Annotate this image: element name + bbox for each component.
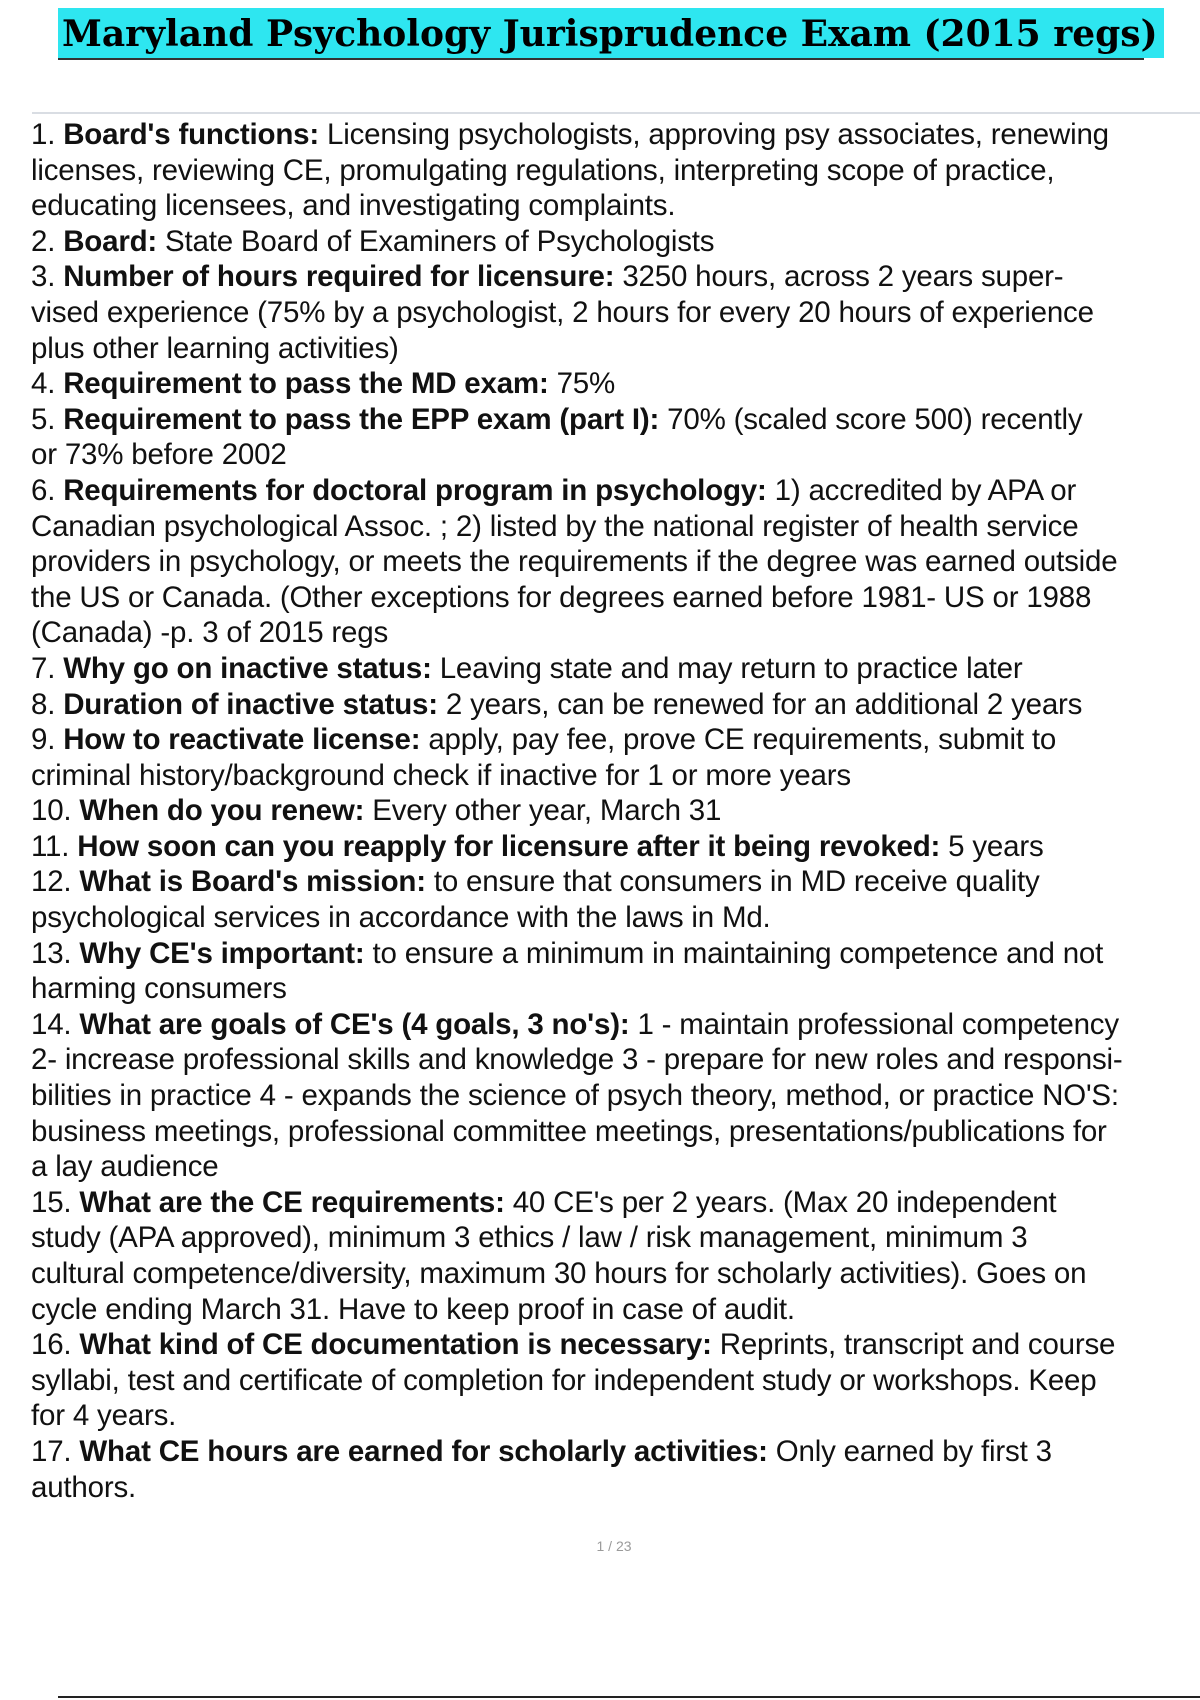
text-line — [31, 437, 1200, 473]
line-text: 13. — [31, 936, 80, 970]
text-line — [31, 509, 1200, 545]
line-text: authors. — [31, 1470, 136, 1504]
line-text: 5 years — [940, 829, 1044, 863]
text-line — [31, 331, 1200, 367]
text-line — [31, 224, 1200, 260]
text-line — [31, 1078, 1200, 1114]
page-indicator: 1 / 23 — [596, 1538, 632, 1554]
line-text: 3. — [31, 260, 64, 294]
line-text: 11. — [31, 829, 78, 863]
text-line — [31, 1327, 1200, 1363]
line-text: plus other learning activities) — [31, 331, 399, 365]
line-text: 75% — [548, 367, 616, 401]
text-line — [31, 117, 1200, 153]
text-line — [31, 153, 1200, 189]
term-label: Requirements for doctoral program in psychology: — [63, 473, 767, 507]
line-text: 9. — [31, 723, 64, 757]
term-label: Board's functions: — [63, 118, 320, 151]
line-text: 1. — [31, 118, 64, 151]
text-line — [31, 971, 1200, 1007]
text-line — [31, 544, 1200, 580]
term-label: What are the CE requirements: — [79, 1185, 505, 1219]
term-label: Requirement to pass the MD exam: — [63, 367, 549, 401]
term-label: What kind of CE documentation is necessary: — [79, 1328, 712, 1362]
text-line — [31, 402, 1200, 438]
text-line — [31, 1470, 1200, 1506]
line-text: 3250 hours, across 2 years super- — [614, 260, 1064, 294]
line-text: 2 years, can be renewed for an additional 2 years — [437, 687, 1083, 721]
text-line — [31, 829, 1200, 865]
term-label: What is Board's mission: — [79, 865, 426, 899]
term-label: Number of hours required for licensure: — [63, 260, 615, 294]
line-text: 10. — [31, 794, 80, 828]
line-text: cultural competence/diversity, maximum 30 hours for scholarly activities). Goes on — [31, 1257, 1087, 1290]
line-text: 5. — [31, 402, 64, 436]
text-line — [31, 687, 1200, 723]
flashcard-list — [31, 117, 1200, 1505]
line-text: (Canada) -p. 3 of 2015 regs — [31, 616, 389, 650]
line-text: 15. — [31, 1185, 80, 1219]
text-line — [31, 188, 1200, 224]
line-text: bilities in practice 4 - expands the science of psych theory, method, or practice NO'S: — [31, 1079, 1119, 1113]
text-line — [31, 758, 1200, 794]
term-label: When do you renew: — [79, 794, 365, 828]
line-text: to ensure that consumers in MD receive quality — [425, 865, 1040, 899]
document-title: Maryland Psychology Jurisprudence Exam (2015 regs) — [58, 8, 1164, 58]
line-text: 6. — [31, 473, 64, 507]
text-line — [31, 1292, 1200, 1328]
line-text: 14. — [31, 1007, 80, 1041]
text-line — [31, 1220, 1200, 1256]
term-label: Why go on inactive status: — [63, 651, 432, 685]
line-text: 2. — [31, 224, 64, 258]
line-text: or 73% before 2002 — [31, 438, 287, 472]
line-text: criminal history/background check if inactive for 1 or more years — [31, 758, 851, 792]
text-line — [31, 259, 1200, 295]
line-text: 4. — [31, 367, 64, 401]
line-text: a lay audience — [31, 1150, 219, 1184]
title-underline — [58, 58, 1144, 60]
line-text: 1) accredited by APA or — [766, 473, 1077, 507]
line-text: Only earned by first 3 — [767, 1434, 1052, 1468]
text-line — [31, 864, 1200, 900]
line-text: 40 CE's per 2 years. (Max 20 independent — [504, 1185, 1057, 1219]
text-line — [31, 793, 1200, 829]
text-line — [31, 1185, 1200, 1221]
line-text: educating licensees, and investigating complaints. — [31, 189, 676, 223]
line-text: study (APA approved), minimum 3 ethics / law / risk management, minimum 3 — [31, 1221, 1028, 1255]
term-label: Board: — [63, 224, 158, 258]
term-label: How soon can you reapply for licensure after it being revoked: — [77, 829, 941, 863]
line-text: apply, pay fee, prove CE requirements, submit to — [420, 723, 1057, 757]
text-line — [31, 1363, 1200, 1399]
text-line — [31, 651, 1200, 687]
line-text: 7. — [31, 651, 64, 685]
text-line — [31, 615, 1200, 651]
line-text: Reprints, transcript and course — [711, 1328, 1116, 1362]
text-line — [31, 1114, 1200, 1150]
text-line — [31, 580, 1200, 616]
line-text: to ensure a minimum in maintaining competence and not — [364, 936, 1104, 970]
line-text: harming consumers — [31, 972, 287, 1006]
text-line — [31, 722, 1200, 758]
line-text: licenses, reviewing CE, promulgating regulations, interpreting scope of practice, — [31, 153, 1055, 187]
line-text: Canadian psychological Assoc. ; 2) listed by the national register of health service — [31, 509, 1079, 543]
text-line — [31, 366, 1200, 402]
line-text: 70% (scaled score 500) recently — [659, 402, 1083, 436]
line-text: psychological services in accordance with the laws in Md. — [31, 901, 771, 935]
text-line — [31, 1434, 1200, 1470]
line-text: vised experience (75% by a psychologist, 2 hours for every 20 hours of experience — [31, 295, 1094, 329]
line-text: syllabi, test and certificate of completion for independent study or workshops. Keep — [31, 1363, 1097, 1397]
line-text: 12. — [31, 865, 80, 899]
text-line — [31, 1007, 1200, 1043]
line-text: State Board of Examiners of Psychologists — [157, 224, 715, 258]
line-text: providers in psychology, or meets the requirements if the degree was earned outside — [31, 545, 1118, 579]
text-line — [31, 1398, 1200, 1434]
line-text: for 4 years. — [31, 1399, 177, 1433]
term-label: What are goals of CE's (4 goals, 3 no's): — [79, 1007, 630, 1041]
text-line — [31, 900, 1200, 936]
text-line — [31, 1042, 1200, 1078]
line-text: Leaving state and may return to practice later — [431, 651, 1023, 685]
term-label: What CE hours are earned for scholarly activities: — [79, 1434, 768, 1468]
term-label: Requirement to pass the EPP exam (part I): — [63, 402, 660, 436]
term-label: How to reactivate license: — [63, 723, 421, 757]
text-line — [31, 473, 1200, 509]
text-line — [31, 1149, 1200, 1185]
text-line — [31, 295, 1200, 331]
line-text: 2- increase professional skills and knowledge 3 - prepare for new roles and responsi- — [31, 1043, 1123, 1077]
header-divider — [32, 112, 1200, 114]
line-text: 1 - maintain professional competency — [629, 1007, 1119, 1041]
footer-divider — [58, 1696, 1200, 1698]
line-text: 17. — [31, 1434, 80, 1468]
line-text: Every other year, March 31 — [364, 794, 722, 828]
line-text: the US or Canada. (Other exceptions for degrees earned before 1981- US or 1988 — [31, 580, 1092, 614]
line-text: 8. — [31, 687, 64, 721]
term-label: Duration of inactive status: — [63, 687, 438, 721]
text-line — [31, 1256, 1200, 1292]
line-text: cycle ending March 31. Have to keep proof in case of audit. — [31, 1292, 795, 1326]
line-text: business meetings, professional committee meetings, presentations/publications for — [31, 1114, 1107, 1148]
text-line — [31, 936, 1200, 972]
term-label: Why CE's important: — [79, 936, 365, 970]
title-banner — [58, 8, 1200, 58]
line-text: 16. — [31, 1328, 80, 1362]
line-text: Licensing psychologists, approving psy associates, renewing — [319, 118, 1109, 151]
